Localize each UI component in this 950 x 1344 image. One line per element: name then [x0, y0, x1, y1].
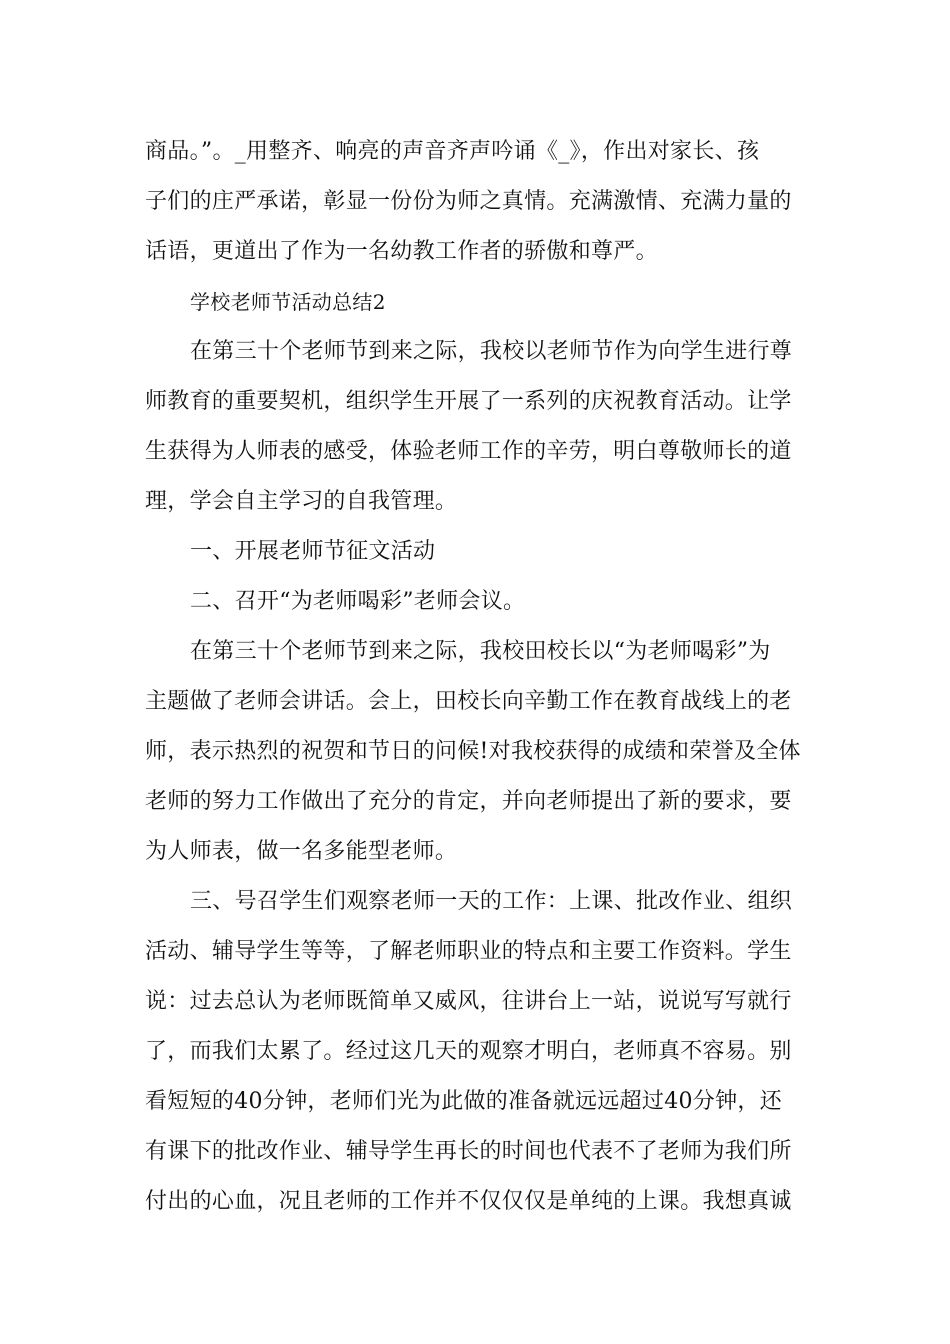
- text-line: 理，学会自主学习的自我管理。: [145, 489, 458, 514]
- text-line: 在第三十个老师节到来之际，我校田校长以“为老师喝彩”为: [190, 639, 771, 664]
- text-line: 看短短的40分钟，老师们光为此做的准备就远远超过40分钟，还: [145, 1089, 782, 1114]
- list-item: 二、召开“为老师喝彩”老师会议。: [190, 589, 526, 614]
- text-line: 付出的心血，况且老师的工作并不仅仅仅是单纯的上课。我想真诚: [145, 1189, 792, 1214]
- section-heading: 学校老师节活动总结2: [190, 290, 386, 314]
- list-item: 三、号召学生们观察老师一天的工作：上课、批改作业、组织: [190, 889, 793, 914]
- text-line: 话语，更道出了作为一名幼教工作者的骄傲和尊严。: [145, 239, 658, 264]
- text-line: 说：过去总认为老师既简单又威风，往讲台上一站，说说写写就行: [145, 989, 792, 1014]
- text-line: 师教育的重要契机，组织学生开展了一系列的庆祝教育活动。让学: [145, 389, 792, 414]
- text-line: 在第三十个老师节到来之际，我校以老师节作为向学生进行尊: [190, 339, 793, 364]
- text-line: 商品。”。_用整齐、响亮的声音齐声吟诵《_》，作出对家长、孩: [145, 139, 760, 164]
- text-line: 为人师表，做一名多能型老师。: [145, 839, 458, 864]
- text-line: 子们的庄严承诺，彰显一份份为师之真情。充满激情、充满力量的: [145, 189, 792, 214]
- text-line: 师，表示热烈的祝贺和节日的问候!对我校获得的成绩和荣誉及全体: [145, 739, 801, 764]
- text-line: 生获得为人师表的感受，体验老师工作的辛劳，明白尊敬师长的道: [145, 439, 792, 464]
- text-line: 了，而我们太累了。经过这几天的观察才明白，老师真不容易。别: [145, 1039, 792, 1064]
- text-line: 主题做了老师会讲话。会上，田校长向辛勤工作在教育战线上的老: [145, 689, 792, 714]
- text-line: 老师的努力工作做出了充分的肯定，并向老师提出了新的要求，要: [145, 789, 792, 814]
- text-line: 活动、辅导学生等等，了解老师职业的特点和主要工作资料。学生: [145, 939, 792, 964]
- list-item: 一、开展老师节征文活动: [190, 539, 436, 564]
- text-line: 有课下的批改作业、辅导学生再长的时间也代表不了老师为我们所: [145, 1139, 792, 1164]
